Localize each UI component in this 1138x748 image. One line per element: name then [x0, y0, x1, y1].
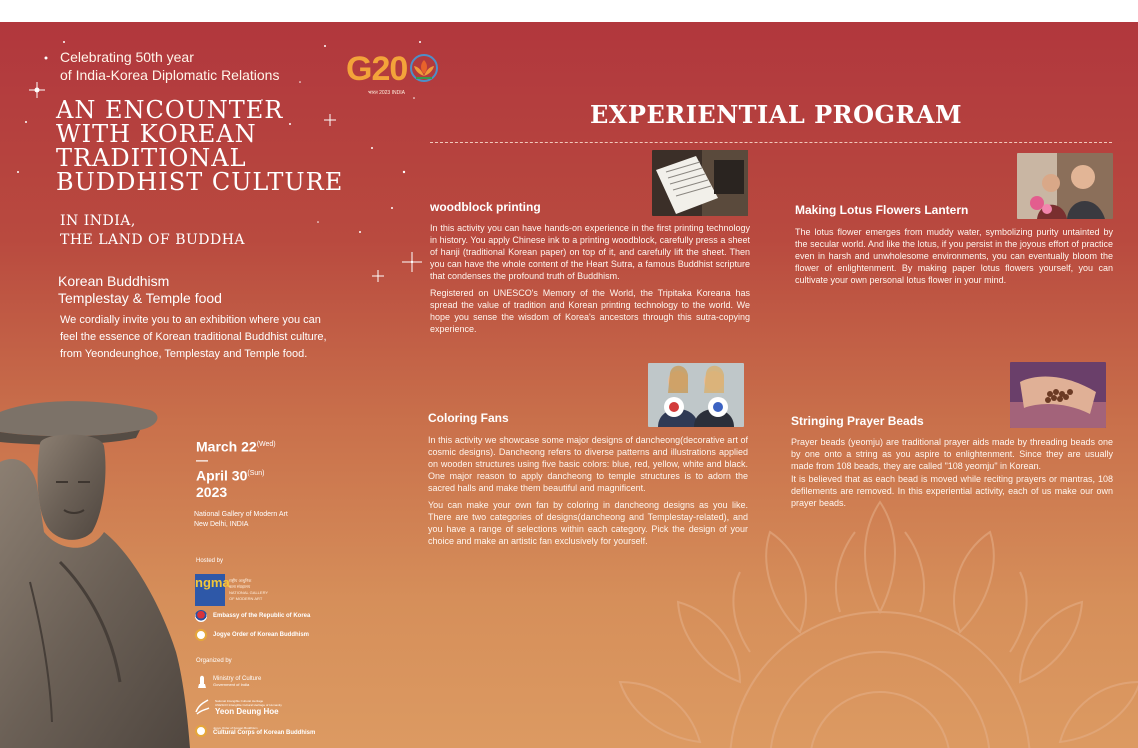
organized-by-label: Organized by: [196, 658, 232, 664]
ashoka-emblem-icon: [195, 672, 209, 690]
date-dash: —: [196, 452, 208, 467]
ngma-text-line-3: NATIONAL GALLERY: [229, 590, 269, 595]
jogye-emblem-icon: [195, 629, 207, 641]
hosted-by-label: Hosted by: [196, 558, 224, 564]
ydh-small-1: National Intangible Cultural Heritage: [215, 698, 264, 703]
buddha-statue-image: [0, 382, 190, 748]
beads-title: Stringing Prayer Beads: [791, 414, 924, 428]
jogye-name: Jogye Order of Korean Buddhism: [213, 632, 310, 638]
beads-body: [791, 436, 1113, 514]
ngma-mark: ngma: [195, 574, 225, 606]
program-title: EXPERIENTIAL PROGRAM: [590, 100, 963, 129]
lotus-paragraph-1: The lotus flower emerges from muddy water, symbolizing purity untainted by the secular world. And like the lotus, if you persist in the joyous effort of practice even in harsh and unwholesome environments, you can eventually bloom the flower of enlightenment. By making paper lotus flowers yourself, you can cultivate your own personal lotus flower in your mind.: [795, 227, 1113, 285]
ngma-text-line-2: कला संग्रहालय: [229, 584, 251, 589]
end-day: (Sun): [247, 469, 265, 477]
main-title: [56, 98, 356, 194]
subtitle: [60, 212, 245, 250]
lotus-lantern-photo: [1017, 153, 1113, 219]
cultural-corps-emblem-icon: [195, 725, 207, 737]
ministry-sub: Government of India: [213, 681, 250, 687]
start-date: March 22: [196, 438, 257, 455]
ngma-text-line-1: राष्ट्रीय आधुनिक: [229, 578, 252, 583]
end-date: April 30: [196, 467, 248, 484]
ngma-text: [229, 578, 268, 602]
prayer-beads-photo: [1010, 362, 1106, 428]
woodblock-printing-photo: [652, 150, 748, 216]
subtitle-line-2: THE LAND OF BUDDHA: [60, 232, 246, 248]
invitation-text: We cordially invite you to an exhibition where you can feel the essence of Korean traditional Buddhist culture, from Yeondeunghoe, Templestay and Temple food.: [60, 314, 327, 360]
title-line-3: TRADITIONAL: [56, 144, 247, 172]
ydh-name: Yeon Deung Hoe: [215, 706, 279, 716]
lantern-icon: [193, 698, 211, 716]
cc-small: Jogye Order of Korean Buddhism: [213, 726, 258, 730]
g20-subtitle: भारत 2023 INDIA: [368, 90, 405, 96]
yeon-deung-hoe-logo: [193, 698, 282, 716]
embassy-logo: [195, 610, 310, 622]
embassy-name: Embassy of the Republic of Korea: [213, 613, 311, 619]
event-dates: [196, 436, 276, 501]
celebrating-line-1: Celebrating 50th year: [60, 49, 194, 65]
subtitle-line-1: IN INDIA,: [60, 213, 136, 229]
event-year: 2023: [196, 484, 228, 501]
fans-body: [428, 434, 748, 552]
lotus-body: [795, 226, 1113, 291]
ngma-text-line-4: OF MODERN ART: [229, 596, 263, 601]
woodblock-title: woodblock printing: [430, 200, 541, 214]
jogye-logo: [195, 629, 309, 641]
beads-paragraph-1: Prayer beads (yeomju) are traditional prayer aids made by threading beads one by one onto a string as you aspire to enlightenment. Since they are usually made from 108 beads, they are called "108 yeomju" in Korean.: [791, 437, 1113, 471]
venue: [194, 510, 288, 530]
celebrating-line-2: of India-Korea Diplomatic Relations: [60, 67, 280, 83]
intro-heading: [58, 273, 222, 307]
lotus-icon: [408, 54, 440, 86]
ngma-logo: [195, 574, 275, 606]
venue-line-2: New Delhi, INDIA: [194, 521, 249, 528]
intro-heading-line-2: Templestay & Temple food: [58, 290, 222, 306]
fans-paragraph-1: In this activity we showcase some major designs of dancheong(decorative art of cosmic designs). Dancheong refers to diverse patterns and illustrations applied on wooden structures using five basic colors: blue, red, yellow, white and black. One major reason to apply dancheong to temple structures is to adorn the sacred halls and make them beautiful and magnificent.: [428, 435, 748, 493]
beads-paragraph-2: It is believed that as each bead is moved while reciting prayers or mantras, 108 defilements are removed. In this experiential activity, each of us make our own prayer beads.: [791, 474, 1113, 508]
celebrating-text: [60, 48, 279, 84]
woodblock-paragraph-1: In this activity you can have hands-on experience in the first printing technology in history. You apply Chinese ink to a printing woodblock, carefully press a sheet of hanji (traditional Korean paper) on top of it, and carefully lift the sheet. Then you can have the whole content of the Heart Sutra, a famous Buddhist scripture that condenses the profound truth of Buddhism.: [430, 223, 750, 281]
title-line-1: AN ENCOUNTER: [56, 96, 284, 124]
start-day: (Wed): [256, 441, 276, 448]
g20-logo: [346, 50, 446, 102]
woodblock-body: [430, 222, 750, 340]
ministry-name: Ministry of Culture: [213, 675, 262, 682]
cultural-corps-logo: [195, 725, 315, 737]
cc-name: Cultural Corps of Korean Buddhism: [213, 730, 316, 736]
title-line-4: BUDDHIST CULTURE: [56, 168, 344, 196]
coloring-fans-photo: [648, 363, 744, 427]
dashed-divider: [430, 142, 1112, 143]
g20-logo-text: G20: [346, 50, 408, 88]
ministry-logo: [195, 672, 261, 690]
fans-paragraph-2: You can make your own fan by coloring in dancheong designs as you like. There are two categories of designs(dancheong and Templestay-related), and you have a range of selections within each category. Pick the design of your choice and make an artistic fan exclusively for yourself.: [428, 500, 748, 546]
ydh-small-2: UNESCO Intangible Cultural Heritage of Humanity: [215, 702, 282, 707]
woodblock-paragraph-2: Registered on UNESCO's Memory of the World, the Tripitaka Koreana has spread the value of tradition and Korean printing technology to the world. We hope you sense the wisdom of Korea's ancestors through this sutra-copying experience.: [430, 288, 750, 334]
intro-heading-line-1: Korean Buddhism: [58, 273, 170, 289]
venue-line-1: National Gallery of Modern Art: [194, 511, 288, 518]
lotus-title: Making Lotus Flowers Lantern: [795, 203, 969, 217]
poster: [0, 22, 1138, 748]
fans-title: Coloring Fans: [428, 411, 509, 425]
title-line-2: WITH KOREAN: [56, 120, 257, 148]
korea-emblem-icon: [195, 610, 207, 622]
